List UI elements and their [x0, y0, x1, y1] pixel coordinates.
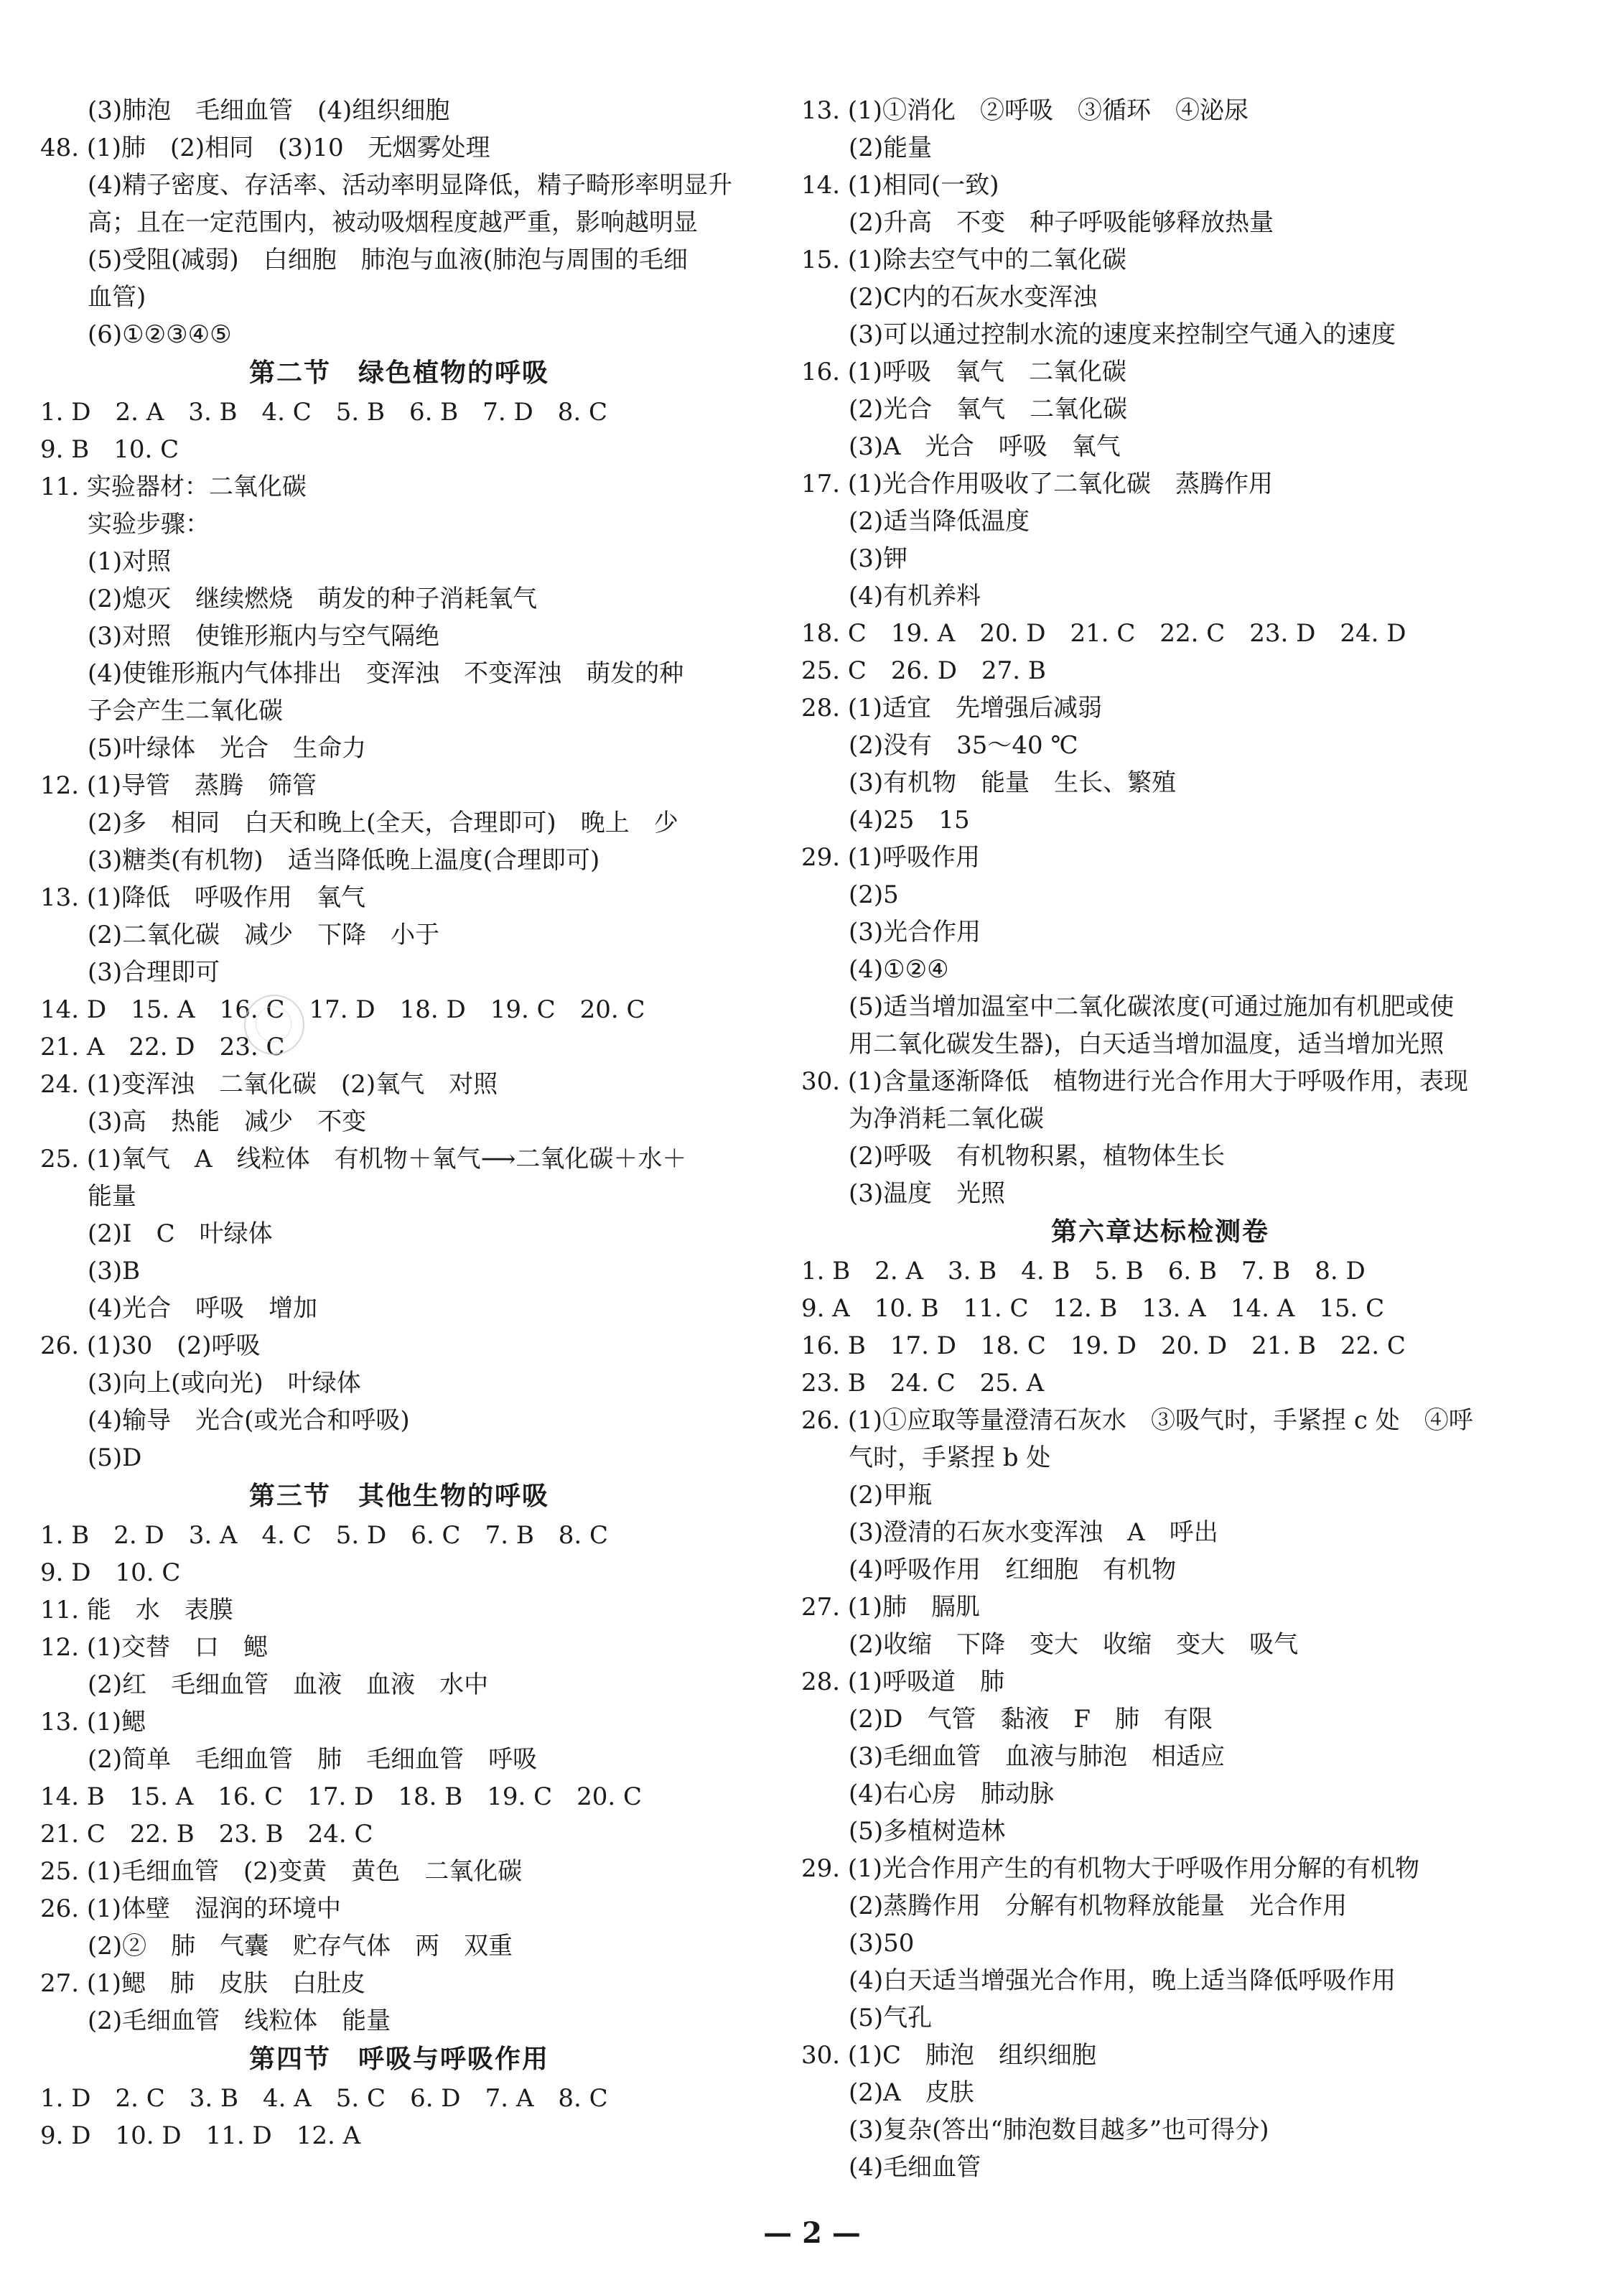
answer-subline: (5)适当增加温室中二氧化碳浓度(可通过施加有机肥或使 — [849, 992, 1455, 1021]
answer-line: 14. B 15. A 16. C 17. D 18. B 19. C 20. C — [40, 1782, 642, 1811]
answer-subline: (2)毛细血管 线粒体 能量 — [88, 2006, 391, 2035]
answer-subline: (2)A 皮肤 — [849, 2078, 974, 2107]
answer-subline: (2)5 — [849, 880, 899, 909]
answer-line: 9. D 10. C — [40, 1558, 181, 1587]
answer-subline: (5)气孔 — [849, 2004, 933, 2032]
answer-subline: (5)叶绿体 光合 生命力 — [88, 734, 367, 763]
answer-subline: (2)② 肺 气囊 贮存气体 两 双重 — [88, 1932, 513, 1961]
answer-line: 30. (1)C 肺泡 组织细胞 — [801, 2041, 1097, 2070]
answer-subline: (2)多 相同 白天和晚上(全天，合理即可) 晚上 少 — [88, 809, 678, 837]
answer-line: 26. (1)①应取等量澄清石灰水 ③吸气时，手紧捏 c 处 ④呼 — [801, 1406, 1473, 1435]
answer-line: 27. (1)鳃 肺 皮肤 白肚皮 — [40, 1969, 366, 1998]
answer-line: 27. (1)肺 膈肌 — [801, 1593, 981, 1622]
answer-subline: (5)受阻(减弱) 白细胞 肺泡与血液(肺泡与周围的毛细 — [88, 246, 688, 274]
answer-subline: (3)毛细血管 血液与肺泡 相适应 — [849, 1742, 1226, 1771]
answer-subline: (4)①②④ — [849, 955, 949, 984]
answer-subline: (3)温度 光照 — [849, 1179, 1006, 1208]
section-heading: 第二节 绿色植物的呼吸 — [248, 358, 549, 388]
answer-line: 11. 能 水 表膜 — [40, 1596, 233, 1624]
answer-subline: 气时，手紧捏 b 处 — [849, 1443, 1051, 1472]
answer-subline: (4)毛细血管 — [849, 2153, 981, 2182]
answer-subline: 实验步骤： — [88, 510, 210, 539]
answer-subline: (4)右心房 肺动脉 — [849, 1780, 1055, 1808]
answer-subline: (3)有机物 能量 生长、繁殖 — [849, 768, 1177, 797]
answer-line: 1. D 2. A 3. B 4. C 5. B 6. B 7. D 8. C — [40, 398, 608, 427]
answer-subline: (4)精子密度、存活率、活动率明显降低，精子畸形率明显升 — [88, 171, 733, 200]
answer-line: 25. (1)氧气 A 线粒体 有机物＋氧气⟶二氧化碳＋水＋ — [40, 1145, 687, 1173]
answer-line: 29. (1)呼吸作用 — [801, 843, 981, 872]
answer-subline: (2)蒸腾作用 分解有机物释放能量 光合作用 — [849, 1892, 1348, 1920]
answer-line: 24. (1)变浑浊 二氧化碳 (2)氧气 对照 — [40, 1070, 498, 1099]
answer-line: 26. (1)体壁 湿润的环境中 — [40, 1894, 342, 1923]
answer-subline: 能量 — [88, 1182, 136, 1211]
watermark-stamp — [244, 995, 304, 1055]
answer-subline: (3)可以通过控制水流的速度来控制空气通入的速度 — [849, 320, 1396, 349]
answer-subline: (4)25 15 — [849, 806, 970, 834]
answer-line: 28. (1)呼吸道 肺 — [801, 1668, 1005, 1696]
answer-line: 21. A 22. D 23. C — [40, 1033, 285, 1061]
answer-subline: 血管) — [88, 283, 146, 312]
answer-subline: (2)二氧化碳 减少 下降 小于 — [88, 921, 440, 949]
answer-line: 25. (1)毛细血管 (2)变黄 黄色 二氧化碳 — [40, 1857, 523, 1886]
answer-line: 18. C 19. A 20. D 21. C 22. C 23. D 24. D — [801, 619, 1406, 648]
answer-subline: 高；且在一定范围内，被动吸烟程度越严重，影响越明显 — [88, 208, 698, 237]
answer-subline: (3)复杂(答出“肺泡数目越多”也可得分) — [849, 2116, 1269, 2144]
answer-subline: (5)D — [88, 1443, 142, 1472]
answer-subline: 子会产生二氧化碳 — [88, 697, 283, 725]
answer-subline: (2)C内的石灰水变浑浊 — [849, 283, 1098, 312]
answer-subline: (2)升高 不变 种子呼吸能够释放热量 — [849, 208, 1274, 237]
answer-line: 1. D 2. C 3. B 4. A 5. C 6. D 7. A 8. C — [40, 2084, 608, 2113]
answer-line: 14. (1)相同(一致) — [801, 171, 999, 200]
answer-subline: (4)输导 光合(或光合和呼吸) — [88, 1406, 410, 1435]
answer-line: 14. D 15. A 16. C 17. D 18. D 19. C 20. C — [40, 995, 645, 1024]
answer-line: 28. (1)适宜 先增强后减弱 — [801, 694, 1103, 722]
answer-subline: (2)呼吸 有机物积累，植物体生长 — [849, 1142, 1226, 1171]
answer-subline: (2)D 气管 黏液 F 肺 有限 — [849, 1705, 1213, 1734]
answer-subline: (3)糖类(有机物) 适当降低晚上温度(合理即可) — [88, 846, 600, 875]
answer-subline: (3)光合作用 — [849, 918, 981, 947]
answer-line: 48. (1)肺 (2)相同 (3)10 无烟雾处理 — [40, 134, 490, 162]
answer-line: 9. B 10. C — [40, 435, 179, 464]
answer-subline: (4)有机养料 — [849, 582, 981, 610]
section-heading: 第四节 呼吸与呼吸作用 — [248, 2045, 549, 2074]
answer-subline: (2)简单 毛细血管 肺 毛细血管 呼吸 — [88, 1745, 538, 1774]
answer-subline: (2)光合 氧气 二氧化碳 — [849, 395, 1128, 424]
answer-line: 30. (1)含量逐渐降低 植物进行光合作用大于呼吸作用，表现 — [801, 1067, 1469, 1096]
answer-line: 16. B 17. D 18. C 19. D 20. D 21. B 22. C — [801, 1331, 1406, 1360]
answer-subline: (3)B — [88, 1257, 141, 1285]
answer-subline: (3)对照 使锥形瓶内与空气隔绝 — [88, 622, 440, 651]
answer-line: 13. (1)降低 呼吸作用 氧气 — [40, 883, 366, 912]
answer-line: 9. A 10. B 11. C 12. B 13. A 14. A 15. C — [801, 1294, 1385, 1323]
answer-subline: (2)甲瓶 — [849, 1481, 933, 1510]
answer-line: 25. C 26. D 27. B — [801, 656, 1046, 685]
answer-line: 16. (1)呼吸 氧气 二氧化碳 — [801, 358, 1127, 386]
answer-subline: 为净消耗二氧化碳 — [849, 1105, 1044, 1133]
answer-line: 15. (1)除去空气中的二氧化碳 — [801, 246, 1127, 274]
answer-subline: (1)对照 — [88, 547, 172, 576]
answer-subline: (3)高 热能 减少 不变 — [88, 1107, 367, 1136]
section-heading: 第三节 其他生物的呼吸 — [248, 1482, 549, 1511]
answer-subline: (6)①②③④⑤ — [88, 320, 232, 349]
answer-subline: (2)红 毛细血管 血液 血液 水中 — [88, 1670, 489, 1699]
answer-subline: (3)50 — [849, 1929, 915, 1958]
answer-line: 23. B 24. C 25. A — [801, 1369, 1045, 1398]
answer-line: 12. (1)交替 口 鳃 — [40, 1633, 269, 1662]
answer-line: 17. (1)光合作用吸收了二氧化碳 蒸腾作用 — [801, 470, 1274, 498]
section-heading: 第六章达标检测卷 — [1050, 1217, 1269, 1247]
answer-line: 1. B 2. D 3. A 4. C 5. D 6. C 7. B 8. C — [40, 1521, 609, 1550]
answer-subline: (2)I C 叶绿体 — [88, 1219, 273, 1248]
answer-subline: (2)能量 — [849, 134, 933, 162]
answer-subline: (3)肺泡 毛细血管 (4)组织细胞 — [88, 96, 450, 125]
answer-line: 11. 实验器材：二氧化碳 — [40, 473, 307, 501]
page-number: — 2 — — [763, 2216, 861, 2250]
answer-line: 26. (1)30 (2)呼吸 — [40, 1331, 261, 1360]
answer-subline: (2)适当降低温度 — [849, 507, 1030, 536]
answer-subline: (2)熄灭 继续燃烧 萌发的种子消耗氧气 — [88, 585, 538, 613]
answer-line: 29. (1)光合作用产生的有机物大于呼吸作用分解的有机物 — [801, 1854, 1420, 1883]
answer-subline: (3)合理即可 — [88, 958, 220, 987]
answer-subline: 用二氧化碳发生器)，白天适当增加温度，适当增加光照 — [849, 1030, 1445, 1059]
left-column — [40, 92, 758, 2154]
answer-line: 9. D 10. D 11. D 12. A — [40, 2121, 361, 2150]
answer-subline: (3)钾 — [849, 544, 908, 573]
answer-line: 12. (1)导管 蒸腾 筛管 — [40, 771, 317, 800]
answer-line: 21. C 22. B 23. B 24. C — [40, 1820, 373, 1848]
answer-subline: (4)光合 呼吸 增加 — [88, 1294, 318, 1323]
answer-subline: (4)使锥形瓶内气体排出 变浑浊 不变浑浊 萌发的种 — [88, 659, 684, 688]
answer-subline: (3)向上(或向光) 叶绿体 — [88, 1369, 361, 1398]
answer-subline: (4)呼吸作用 红细胞 有机物 — [849, 1555, 1177, 1584]
answer-subline: (3)澄清的石灰水变浑浊 A 呼出 — [849, 1518, 1218, 1547]
answer-subline: (2)收缩 下降 变大 收缩 变大 吸气 — [849, 1630, 1299, 1659]
answer-line: 13. (1)①消化 ②呼吸 ③循环 ④泌尿 — [801, 96, 1249, 125]
right-column — [801, 92, 1519, 2186]
answer-subline: (4)白天适当增强光合作用，晚上适当降低呼吸作用 — [849, 1966, 1396, 1995]
answer-line: 1. B 2. A 3. B 4. B 5. B 6. B 7. B 8. D — [801, 1257, 1366, 1285]
answer-subline: (3)A 光合 呼吸 氧气 — [849, 432, 1121, 461]
answer-subline: (2)没有 35～40 ℃ — [849, 731, 1078, 760]
answer-line: 13. (1)鳃 — [40, 1708, 146, 1736]
answer-subline: (5)多植树造林 — [849, 1817, 1006, 1846]
